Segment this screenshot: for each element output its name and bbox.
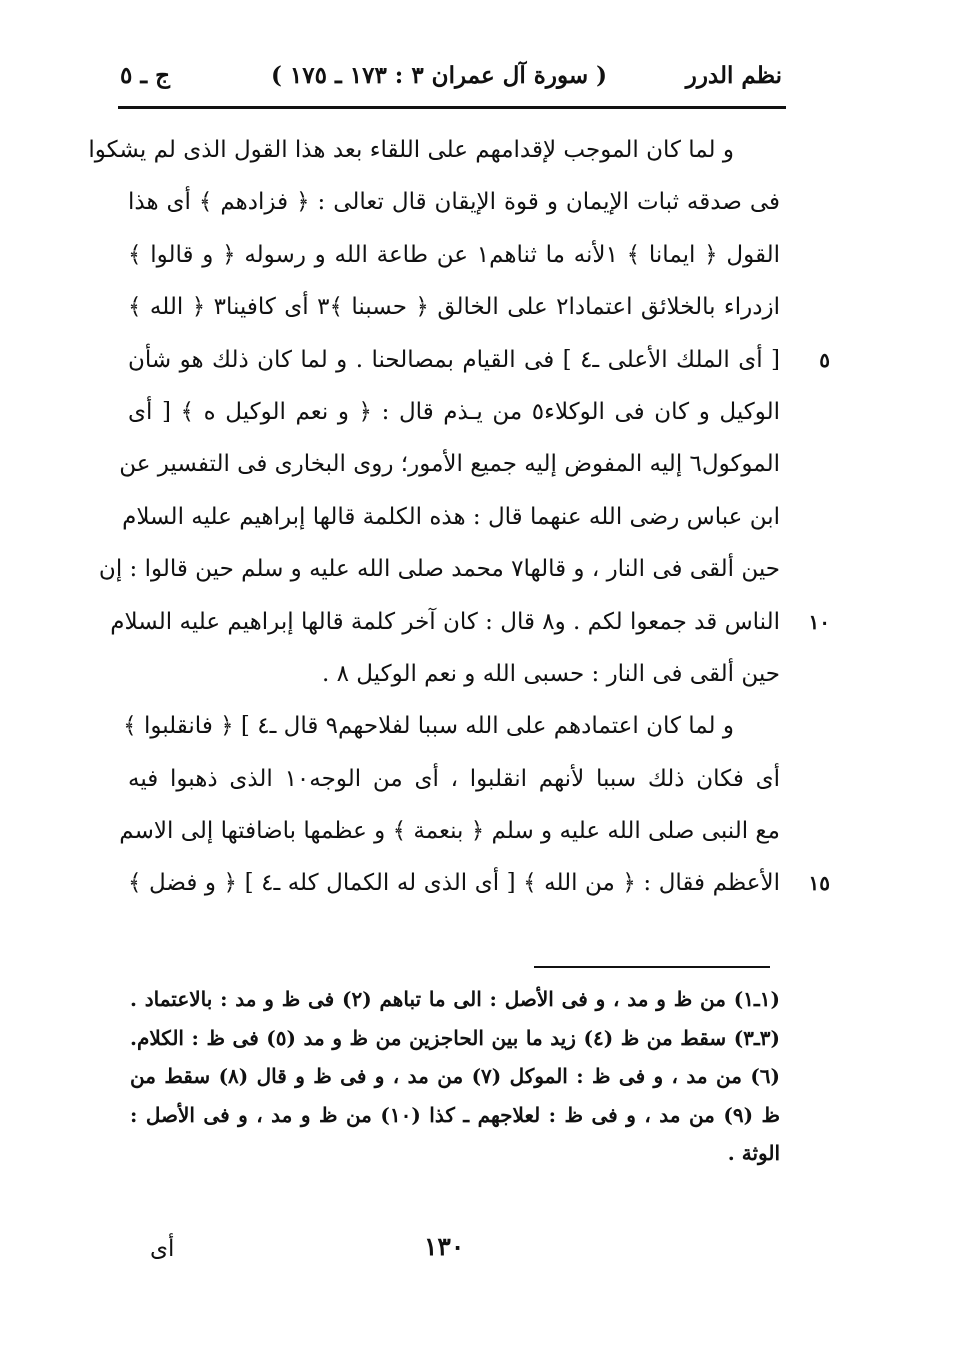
footnote-rule [534, 966, 770, 968]
text-line [88, 124, 780, 176]
footnote-line: (٦) من مد ، و فى ظ : الموكل (٧) من مد ، و فى ظ و قال (٨) سقط من [130, 1064, 781, 1088]
running-header [120, 56, 782, 100]
line-number: ١٠ [808, 609, 830, 634]
main-text [88, 124, 830, 910]
text-line [98, 543, 780, 595]
text-line [128, 753, 780, 805]
line-text: و لما كان اعتمادهم على الله سببا لفلاحهم٩ قال ـ٤ ] ﴿ فانقلبوا ﴾ [123, 713, 734, 740]
line-text: أى فكان ذلك سببا لأنهم انقلبوا ، أى من الوجه١٠ الذى ذهبوا فيه [128, 765, 780, 792]
line-text: الموكول٦ إليه المفوض إليه جميع الأمور؛ روى البخارى فى التفسير عن [119, 451, 780, 478]
catchword: أى [150, 1236, 175, 1262]
text-line [128, 857, 830, 909]
line-text: مع النبى صلى الله عليه و سلم ﴿ بنعمة ﴾ و عظمها باضافتها إلى الاسم [119, 818, 780, 845]
volume-reference: ج ـ ٥ [120, 62, 170, 89]
line-text: حين ألقى فى النار ، و قالها٧ محمد صلى الله عليه و سلم حين قالوا : إن [98, 556, 780, 583]
surah-reference: ( سورة آل عمران ٣ : ١٧٣ ـ ١٧٥ ) [271, 62, 607, 89]
line-text: ازدراء بالخلائق اعتمادا٢ على الخالق ﴿ حسبنا ﴾٣ أى كافينا٣ ﴿ الله ﴾ [128, 294, 780, 321]
footnote-line: ظ (٩) من مد ، و فى ظ : لعلاجهم ـ كذا (١٠) من ظ و مد ، و فى الأصل : [130, 1102, 781, 1127]
text-line [128, 229, 780, 281]
text-line [128, 281, 780, 333]
footnote-line: (٣ـ٣) سقط من ظ (٤) زيد ما بين الحاجزين من ظ و مد (٥) فى ظ : الكلام. [130, 1025, 780, 1050]
text-line [128, 176, 780, 228]
footnote-line: (١ـ١) من ظ و مد ، و فى الأصل : الى ما تباهم (٢) فى ظ و مد : بالاعتماد . [130, 987, 780, 1011]
line-text: فى صدقه ثبات الإيمان و قوة الإيقان قال تعالى : ﴿ فزادهم ﴾ أى هذا [128, 189, 780, 216]
line-number: ١٥ [808, 871, 830, 896]
text-line [119, 805, 780, 857]
line-text: ابن عباس رضى الله عنهما قال : هذه الكلمة قالها إبراهيم عليه السلام [122, 503, 780, 530]
line-text: و لما كان الموجب لإقدامهم على اللقاء بعد هذا القول الذى لم يشكوا [88, 137, 734, 163]
text-line [119, 438, 780, 490]
line-text: الأعظم فقال : ﴿ من الله ﴾ [ أى الذى له الكمال كله ـ٤ ] ﴿ و فضل ﴾ [128, 870, 780, 897]
line-text: الناس قد جمعوا لكم . و٨ قال : كان آخر كلمة قالها إبراهيم عليه السلام [110, 608, 780, 635]
footnotes [130, 980, 780, 1173]
page-number: ١٣٠ [424, 1232, 465, 1261]
line-text: [ أى الملك الأعلى ـ٤ ] فى القيام بمصالحنا . و لما كان ذلك هو شأن [128, 346, 780, 373]
text-line [128, 386, 780, 438]
text-line [123, 700, 780, 752]
line-text: القول ﴿ ايمانا ﴾ ١لأنه ما ثناهم١ عن طاعة الله و رسوله ﴿ و قالوا ﴾ [128, 241, 780, 268]
book-title: نظم الدرر [685, 62, 782, 89]
text-line [122, 491, 780, 543]
footnote-line: الوثة . [727, 1141, 780, 1165]
text-line [128, 334, 830, 386]
text-line [110, 596, 830, 648]
line-text: حين ألقى فى النار : حسبى الله و نعم الوكيل ٨ . [321, 660, 780, 687]
text-line [128, 648, 780, 700]
line-text: الوكيل و كان فى الوكلاء٥ من يـذم قال : ﴿ و نعم الوكيل ه ﴾ [ أى [128, 398, 780, 425]
header-rule [118, 106, 786, 109]
line-number: ٥ [819, 347, 830, 372]
